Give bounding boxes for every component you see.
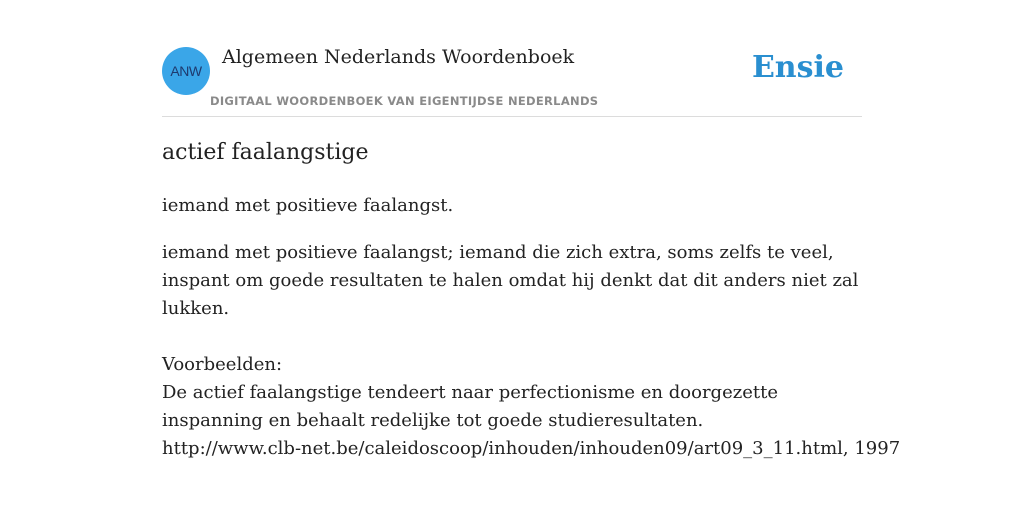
long-definition [162, 239, 862, 323]
long-definition-text: iemand met positieve faalangst; iemand die zich extra, soms zelfs te veel, inspant om goede resultaten te halen omdat hij denkt dat dit anders niet zal lukken. [162, 242, 859, 319]
examples-section [162, 351, 901, 463]
content [162, 0, 901, 459]
header [162, 0, 862, 117]
example-source: http://www.clb-net.be/caleidoscoop/inhouden/inhouden09/art09_3_11.html, 1997 [162, 438, 901, 459]
anw-logo[interactable]: ANW [162, 47, 210, 95]
short-definition: iemand met positieve faalangst. [162, 195, 454, 216]
site-subtitle: DIGITAAL WOORDENBOEK VAN EIGENTIJDSE NEDERLANDS [210, 94, 599, 108]
site-title[interactable]: Algemeen Nederlands Woordenboek [222, 46, 575, 68]
examples-label: Voorbeelden: [162, 354, 283, 375]
entry-term: actief faalangstige [162, 140, 369, 165]
ensie-brand-logo[interactable]: Ensie [751, 50, 844, 85]
example-text: De actief faalangstige tendeert naar perfectionisme en doorgezette inspanning en behaalt redelijke tot goede studieresultaten. [162, 382, 778, 431]
